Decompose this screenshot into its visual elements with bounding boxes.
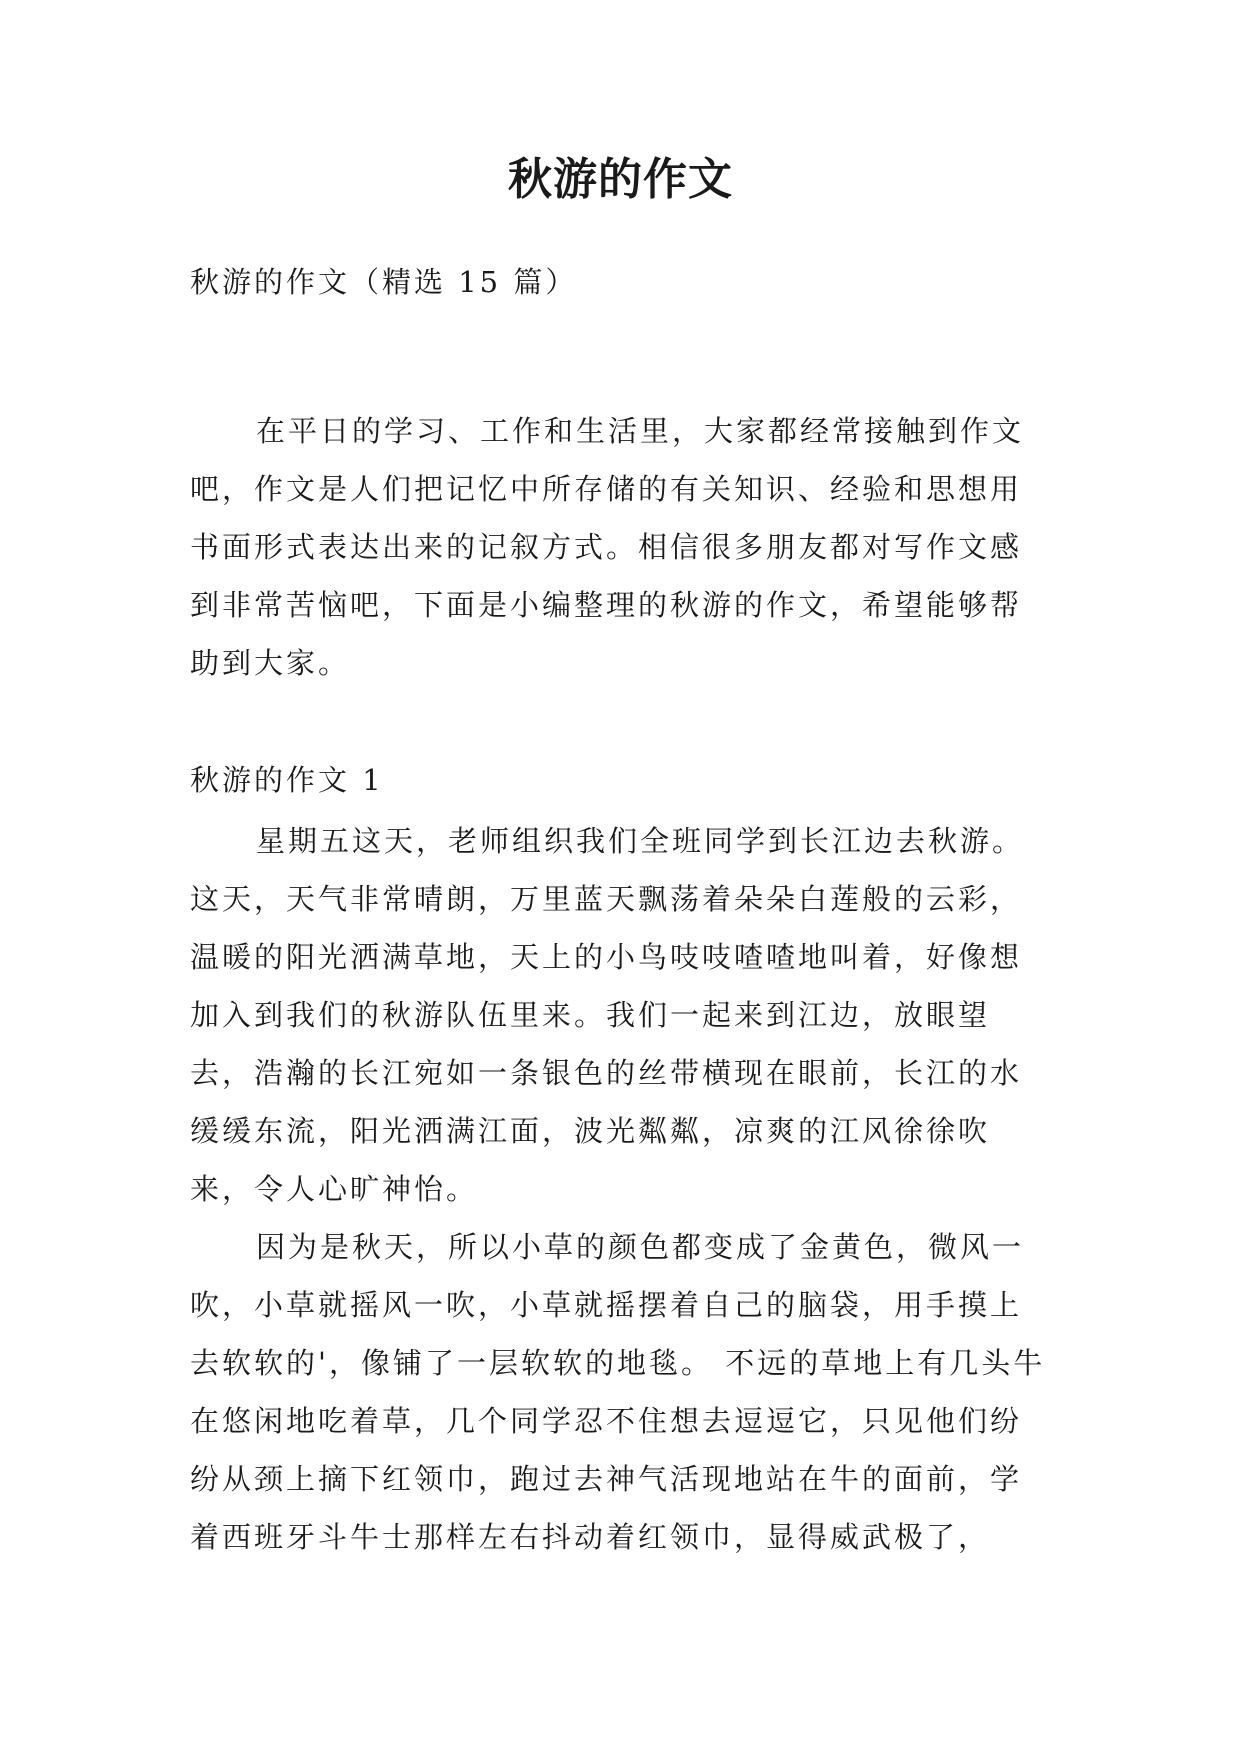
- body-paragraph-2: 因为是秋天，所以小草的颜色都变成了金黄色，微风一吹，小草就摇风一吹，小草就摇摆着自己的脑袋，用手摸上去软软的'，像铺了一层软软的地毯。 不远的草地上有几头牛在悠闲地吃着草，几个同学忍不住想去逗逗它，只见他们纷纷从颈上摘下红领巾，跑过去神气活现地站在牛的面前，学着西班牙斗牛士那样左右抖动着红领巾，显得威武极了，: [190, 1230, 1046, 1554]
- intro-paragraph: 在平日的学习、工作和生活里，大家都经常接触到作文吧，作文是人们把记忆中所存储的有关知识、经验和思想用书面形式表达出来的记叙方式。相信很多朋友都对写作文感到非常苦恼吧，下面是小编整理的秋游的作文，希望能够帮助到大家。: [190, 414, 1025, 680]
- section-heading: 秋游的作文 1: [190, 763, 384, 797]
- page-title: 秋游的作文: [508, 154, 733, 205]
- document-subtitle: 秋游的作文（精选 15 篇）: [190, 265, 578, 299]
- section-body: [190, 812, 1050, 1566]
- body-paragraph-1: 星期五这天，老师组织我们全班同学到长江边去秋游。这天，天气非常晴朗，万里蓝天飘荡着朵朵白莲般的云彩，温暖的阳光洒满草地，天上的小鸟吱吱喳喳地叫着，好像想加入到我们的秋游队伍里来。我们一起来到江边，放眼望去，浩瀚的长江宛如一条银色的丝带横现在眼前，长江的水缓缓东流，阳光洒满江面，波光粼粼，凉爽的江风徐徐吹来，令人心旷神怡。: [190, 824, 1025, 1206]
